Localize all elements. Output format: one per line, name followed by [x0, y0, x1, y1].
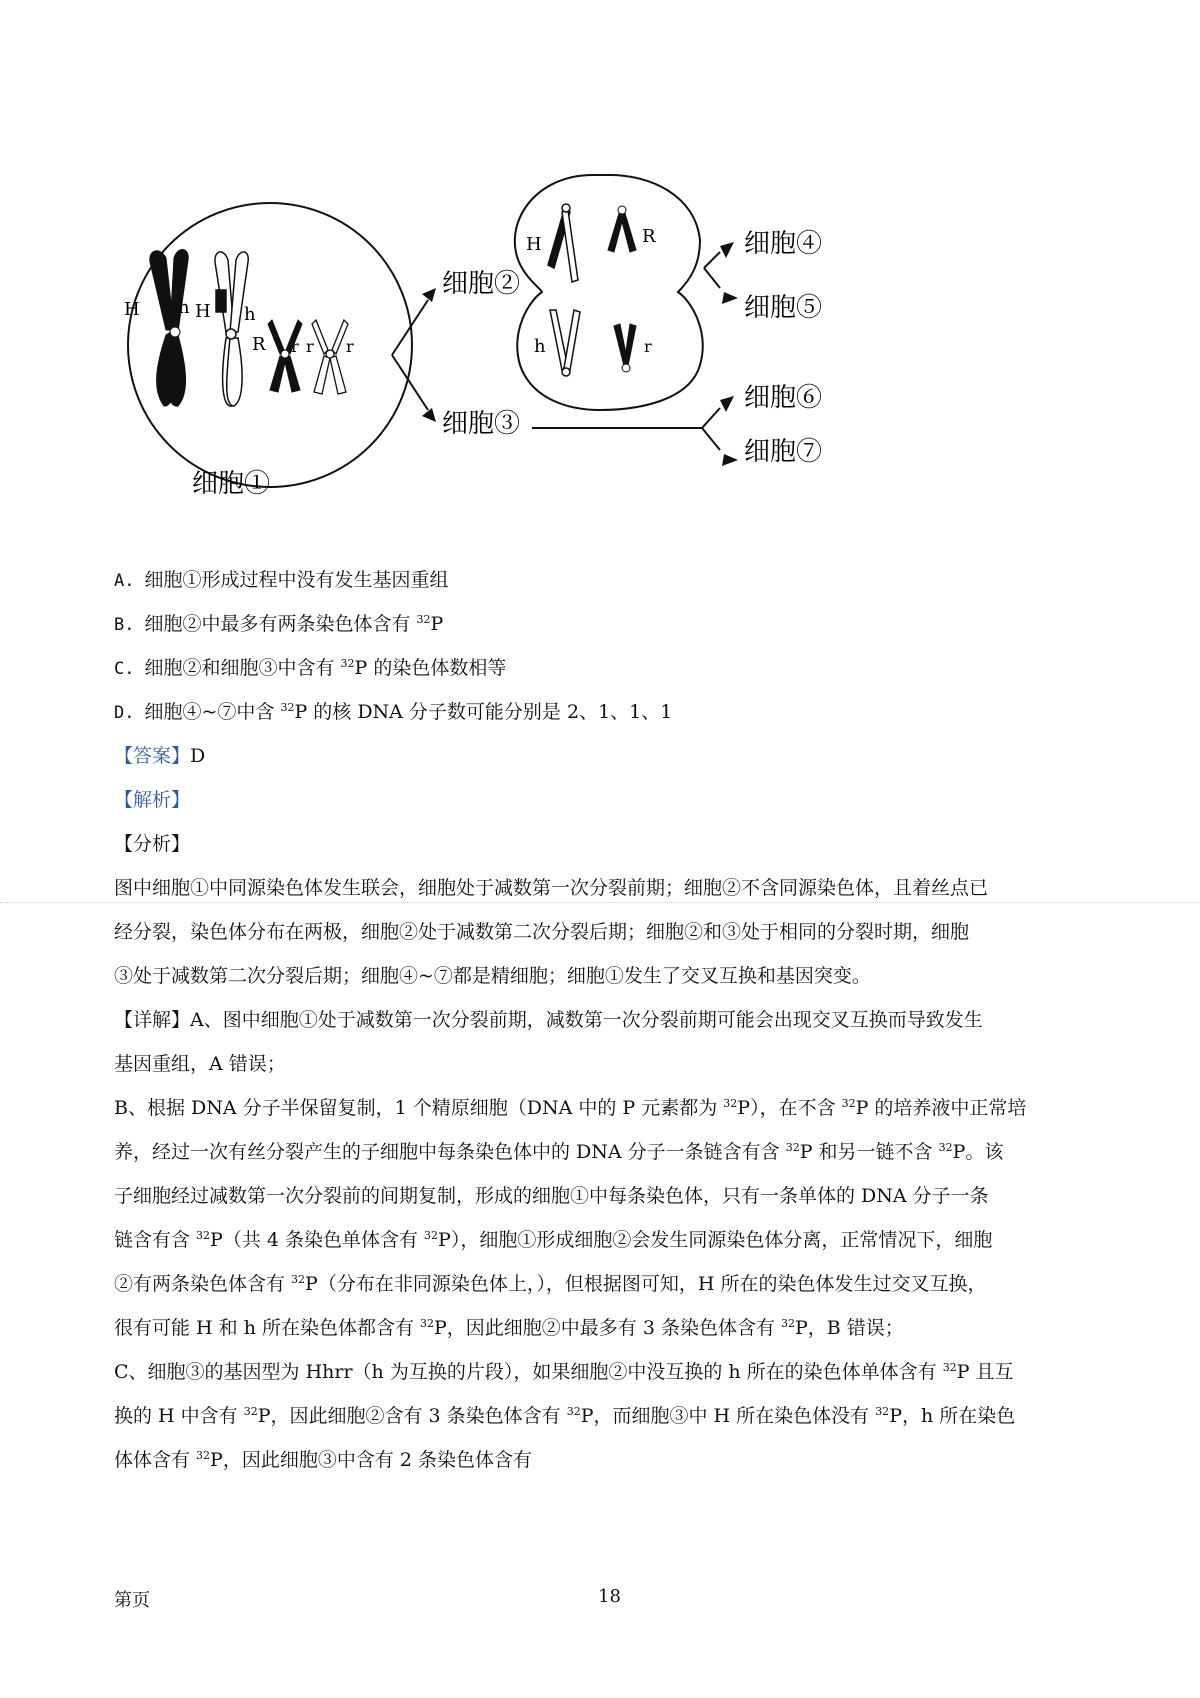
option-d-text-pre: 细胞④~⑦中含	[144, 701, 281, 723]
option-c	[114, 654, 506, 683]
detail-c-sup: 32	[566, 1405, 581, 1418]
cell-7-label: 细胞⑦	[744, 437, 823, 467]
chromosome-dark-small	[268, 320, 302, 392]
detail-b-text: B、根据 DNA 分子半保留复制，1 个精原细胞（DNA 中的 P 元素都为	[114, 1097, 724, 1119]
detail-b-sup: 32	[424, 1229, 439, 1242]
detail-b-sup: 32	[291, 1273, 306, 1286]
answer-tag: 【答案】	[114, 745, 191, 767]
detail-b-sup: 32	[938, 1141, 953, 1154]
cell-2-gene-R: R	[642, 226, 656, 247]
option-b-text-pre: 细胞②中最多有两条染色体含有	[144, 613, 417, 635]
analysis-line	[114, 786, 1094, 814]
detail-c-text: P，因此细胞③中含有 2 条染色体含有	[210, 1449, 532, 1471]
detail-c-text: 换的 H 中含有	[114, 1405, 244, 1427]
detail-b-text: P，B 错误；	[795, 1317, 904, 1339]
detail-b-sup: 32	[196, 1229, 211, 1242]
option-b-letter: B.	[114, 615, 135, 635]
detail-c-sup: 32	[243, 1405, 258, 1418]
cell-1-label: 细胞①	[192, 469, 271, 499]
detail-b-line-2	[114, 1138, 1094, 1166]
option-a-letter: A.	[114, 571, 135, 591]
meiosis-figure	[124, 170, 930, 560]
detail-c-text: 体体含有	[114, 1449, 197, 1471]
detail-b-text: P），在不含	[737, 1097, 842, 1119]
detail-tag: 【详解】	[114, 1009, 191, 1031]
detail-b-line-6	[114, 1314, 1094, 1342]
cell-2-gene-h: h	[534, 336, 546, 357]
option-b-sup: 32	[416, 613, 431, 626]
detail-b-sup: 32	[781, 1317, 796, 1330]
footer-page-number: 18	[598, 1586, 621, 1607]
option-b-text-post: P	[430, 613, 444, 635]
page-separator	[0, 902, 1200, 903]
gene-label-h-2: h	[244, 304, 256, 325]
detail-b-text: 养，经过一次有丝分裂产生的子细胞中每条染色体中的 DNA 分子一条链含有含	[114, 1141, 786, 1163]
chromosome-dark-large	[150, 250, 188, 407]
detail-c-text: C、细胞③的基因型为 Hhrr（h 为互换的片段），如果细胞②中没互换的 h 所在的染色体单体含有	[114, 1361, 943, 1383]
option-c-text-pre: 细胞②和细胞③中含有	[144, 657, 341, 679]
gene-label-r-3: r	[346, 337, 354, 356]
detail-b-sup: 32	[723, 1097, 738, 1110]
fenxi-line-2: 经分裂，染色体分布在两极，细胞②处于减数第二次分裂后期；细胞②和③处于相同的分裂时期，细胞	[114, 921, 970, 943]
detail-b-sup: 32	[841, 1097, 856, 1110]
chromosome-light-large	[215, 252, 248, 406]
meiosis-diagram	[124, 170, 930, 560]
option-a	[114, 566, 449, 595]
detail-b-text: P，因此细胞②中最多有 3 条染色体含有	[434, 1317, 782, 1339]
option-b	[114, 610, 443, 639]
detail-a-text-1: A、图中细胞①处于减数第一次分裂前期，减数第一次分裂前期可能会出现交叉互换而导致发生	[190, 1009, 983, 1031]
detail-b-sup: 32	[420, 1317, 435, 1330]
detail-b-text: P（共 4 条染色单体含有	[210, 1229, 425, 1251]
option-d-letter: D.	[114, 703, 135, 723]
detail-b-text: P），细胞①形成细胞②会发生同源染色体分离，正常情况下，细胞	[438, 1229, 993, 1251]
answer-line	[114, 742, 1094, 770]
detail-b-line-5	[114, 1270, 1094, 1298]
detail-b-text: 很有可能 H 和 h 所在染色体都含有	[114, 1317, 421, 1339]
gene-label-H-1: H	[124, 299, 140, 320]
footer-page-label: 第页	[114, 1590, 150, 1611]
detail-a-line-1	[114, 1006, 1094, 1034]
option-a-text: 细胞①形成过程中没有发生基因重组	[144, 569, 449, 591]
detail-b-text: ②有两条染色体含有	[114, 1273, 292, 1295]
gene-label-r-1: r	[291, 337, 299, 356]
detail-b-text: 链含有含	[114, 1229, 197, 1251]
detail-b-text: P（分布在非同源染色体上，），但根据图可知，H 所在的染色体发生过交叉互换，	[305, 1273, 987, 1295]
detail-b-line-1	[114, 1094, 1094, 1122]
option-d-text-post: P 的核 DNA 分子数可能分别是 2、1、1、1	[294, 701, 673, 723]
cell-2-outline	[515, 175, 703, 410]
option-d-sup: 32	[280, 701, 295, 714]
detail-c-line-1	[114, 1358, 1094, 1386]
cell-2-gene-H: H	[526, 234, 542, 255]
detail-c-text: P，而细胞③中 H 所在染色体没有	[580, 1405, 876, 1427]
cell-5-label: 细胞⑤	[744, 293, 823, 323]
detail-c-line-3	[114, 1446, 1094, 1474]
detail-c-sup: 32	[875, 1405, 890, 1418]
analysis-tag: 【解析】	[114, 789, 191, 811]
detail-c-sup: 32	[196, 1449, 211, 1462]
answer-value: D	[190, 745, 206, 767]
detail-b-text: P。该	[952, 1141, 1004, 1163]
gene-label-R-1: R	[252, 334, 266, 355]
gene-label-h-1: h	[178, 297, 190, 318]
detail-c-text: P，因此细胞②含有 3 条染色体含有	[257, 1405, 567, 1427]
option-d	[114, 698, 672, 727]
detail-b-line-3	[114, 1182, 1094, 1210]
cell-3-label: 细胞③	[442, 409, 521, 439]
gene-label-H-2: H	[195, 301, 211, 322]
detail-b-line-4	[114, 1226, 1094, 1254]
option-c-sup: 32	[340, 657, 355, 670]
option-c-text-post: P 的染色体数相等	[354, 657, 507, 679]
cell-2-gene-r: r	[644, 337, 652, 356]
detail-c-text: P，h 所在染色	[889, 1405, 1016, 1427]
detail-b-text: P 和另一链不含	[799, 1141, 939, 1163]
cell-6-label: 细胞⑥	[744, 383, 823, 413]
detail-b-text: P 的培养液中正常培	[855, 1097, 1027, 1119]
fenxi-tag: 【分析】	[114, 833, 191, 855]
detail-a-line-2: 基因重组，A 错误；	[114, 1053, 286, 1075]
cell-2-label: 细胞②	[442, 269, 521, 299]
gene-label-r-2: r	[306, 337, 314, 356]
cell-4-label: 细胞④	[744, 229, 823, 259]
detail-b-text: 子细胞经过减数第一次分裂前的间期复制，形成的细胞①中每条染色体，只有一条单体的 DNA 分子一条	[114, 1185, 989, 1207]
chromosome-light-small	[312, 320, 348, 394]
fenxi-line-1: 图中细胞①中同源染色体发生联会，细胞处于减数第一次分裂前期；细胞②不含同源染色体，且着丝点已	[114, 877, 989, 899]
option-c-letter: C.	[114, 659, 135, 679]
detail-c-text: P 且互	[956, 1361, 1014, 1383]
fenxi-line-3: ③处于减数第二次分裂后期；细胞④~⑦都是精细胞；细胞①发生了交叉互换和基因突变。	[114, 965, 871, 987]
detail-c-line-2	[114, 1402, 1094, 1430]
detail-c-sup: 32	[942, 1361, 957, 1374]
detail-b-sup: 32	[785, 1141, 800, 1154]
